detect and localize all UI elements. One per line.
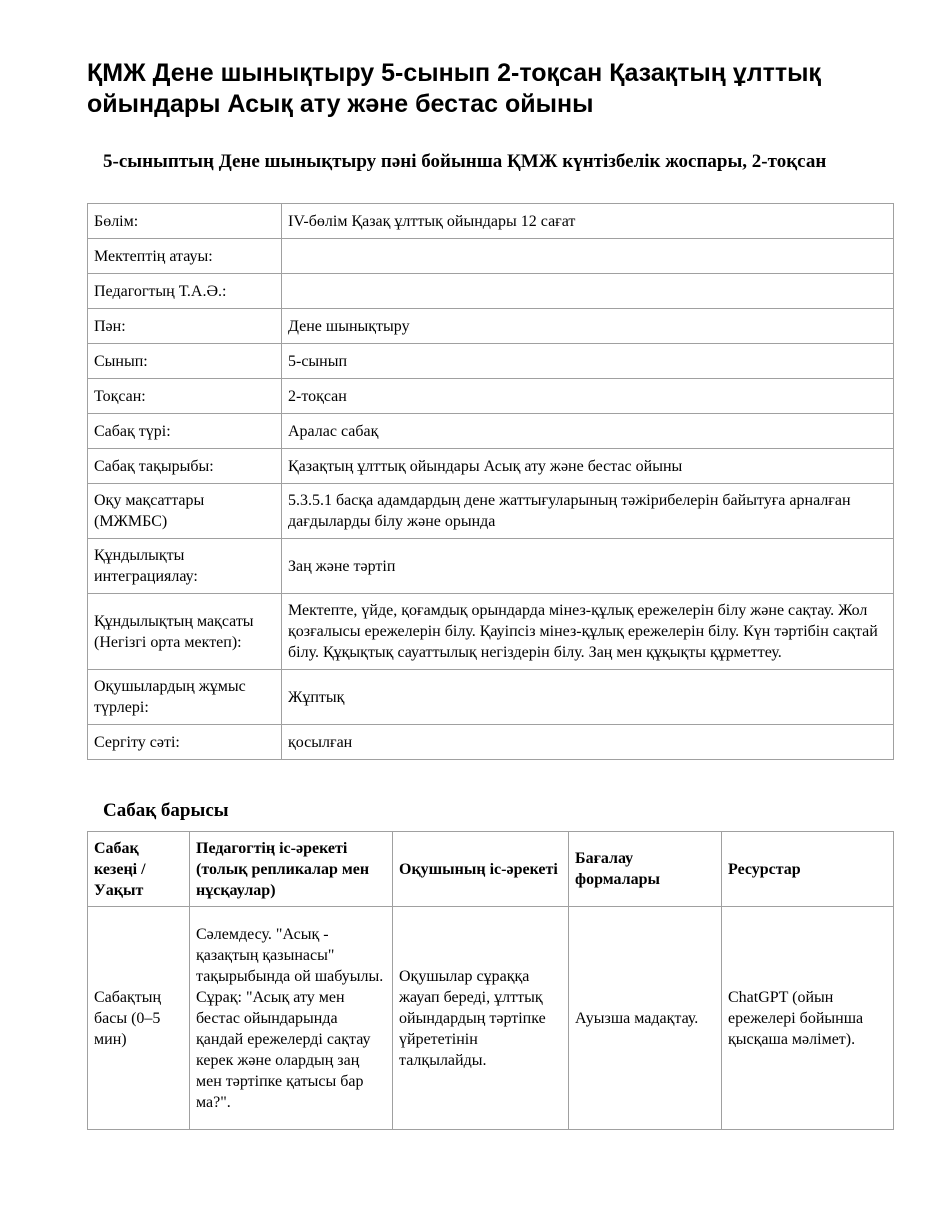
- info-label: Сабақ түрі:: [88, 414, 282, 449]
- cell-assessment: Ауызша мадақтау.: [569, 907, 722, 1130]
- info-label: Сынып:: [88, 344, 282, 379]
- column-header-resources: Ресурстар: [722, 832, 894, 907]
- info-row-work-types: [88, 670, 894, 725]
- info-value: Аралас сабақ: [282, 414, 894, 449]
- info-label: Сабақ тақырыбы:: [88, 449, 282, 484]
- info-row-lesson-topic: [88, 449, 894, 484]
- info-value: IV-бөлім Қазақ ұлттық ойындары 12 сағат: [282, 204, 894, 239]
- info-label: Оқушылардың жұмыс түрлері:: [88, 670, 282, 725]
- info-row-teacher: [88, 274, 894, 309]
- info-row-grade: [88, 344, 894, 379]
- info-value: Қазақтың ұлттық ойындары Асық ату және бестас ойыны: [282, 449, 894, 484]
- info-label: Бөлім:: [88, 204, 282, 239]
- info-value: 2-тоқсан: [282, 379, 894, 414]
- info-value: Мектепте, үйде, қоғамдық орындарда мінез-құлық ережелерін білу және сақтау. Жол қозғалысы ережелерін білу. Қауіпсіз мінез-құлық ережелерін білу. Күн тәртібін сақтай білу. Құқықтық сауаттылық негіздерін білу. Заң мен құқықты құрметтеу.: [282, 594, 894, 670]
- info-row-lesson-type: [88, 414, 894, 449]
- lesson-table: [87, 831, 894, 1130]
- info-value: 5.3.5.1 басқа адамдардың дене жаттығуларының тәжірибелерін байытуға арналған дағдыларды білу және орында: [282, 484, 894, 539]
- info-table: [87, 203, 894, 760]
- plan-heading: 5-сыныптың Дене шынықтыру пәні бойынша ҚМЖ күнтізбелік жоспары, 2-тоқсан: [103, 151, 827, 172]
- column-header-teacher-activity: Педагогтің іс-әрекеті (толық репликалар мен нұсқаулар): [190, 832, 393, 907]
- cell-teacher-activity: Сәлемдесу. "Асық - қазақтың қазынасы" тақырыбында ой шабуылы. Сұрақ: "Асық ату мен бестас ойындарында қандай ережелерді сақтау керек және олардың заң мен тәртіпке қатысы бар ма?".: [190, 907, 393, 1130]
- cell-student-activity: Оқушылар сұраққа жауап береді, ұлттық ойындардың тәртіпке үйрететінін талқылайды.: [393, 907, 569, 1130]
- info-row-refresh-moment: [88, 725, 894, 760]
- info-value: [282, 239, 894, 274]
- info-value: Жұптық: [282, 670, 894, 725]
- info-value: Дене шынықтыру: [282, 309, 894, 344]
- column-header-stage: Сабақ кезеңі / Уақыт: [88, 832, 190, 907]
- info-label: Педагогтың Т.А.Ә.:: [88, 274, 282, 309]
- column-header-assessment: Бағалау формалары: [569, 832, 722, 907]
- table-row: [88, 907, 894, 1130]
- info-label: Пән:: [88, 309, 282, 344]
- document-title: ҚМЖ Дене шынықтыру 5-сынып 2-тоқсан Қазақтың ұлттық ойындары Асық ату және бестас ойыны: [87, 59, 821, 118]
- info-row-value-goal: [88, 594, 894, 670]
- info-row-quarter: [88, 379, 894, 414]
- lesson-heading: Сабақ барысы: [103, 800, 229, 821]
- cell-stage: Сабақтың басы (0–5 мин): [88, 907, 190, 1130]
- info-value: 5-сынып: [282, 344, 894, 379]
- info-label: Тоқсан:: [88, 379, 282, 414]
- column-header-student-activity: Оқушының іс-әрекеті: [393, 832, 569, 907]
- cell-resources: ChatGPT (ойын ережелері бойынша қысқаша мәлімет).: [722, 907, 894, 1130]
- info-row-value-integration: [88, 539, 894, 594]
- info-label: Мектептің атауы:: [88, 239, 282, 274]
- info-value: [282, 274, 894, 309]
- info-label: Сергіту сәті:: [88, 725, 282, 760]
- lesson-header-row: [88, 832, 894, 907]
- info-row-learning-objectives: [88, 484, 894, 539]
- info-row-section: [88, 204, 894, 239]
- info-value: Заң және тәртіп: [282, 539, 894, 594]
- info-label: Оқу мақсаттары (МЖМБС): [88, 484, 282, 539]
- info-row-school: [88, 239, 894, 274]
- info-row-subject: [88, 309, 894, 344]
- info-value: қосылған: [282, 725, 894, 760]
- info-label: Құндылықты интеграциялау:: [88, 539, 282, 594]
- info-label: Құндылықтың мақсаты (Негізгі орта мектеп):: [88, 594, 282, 670]
